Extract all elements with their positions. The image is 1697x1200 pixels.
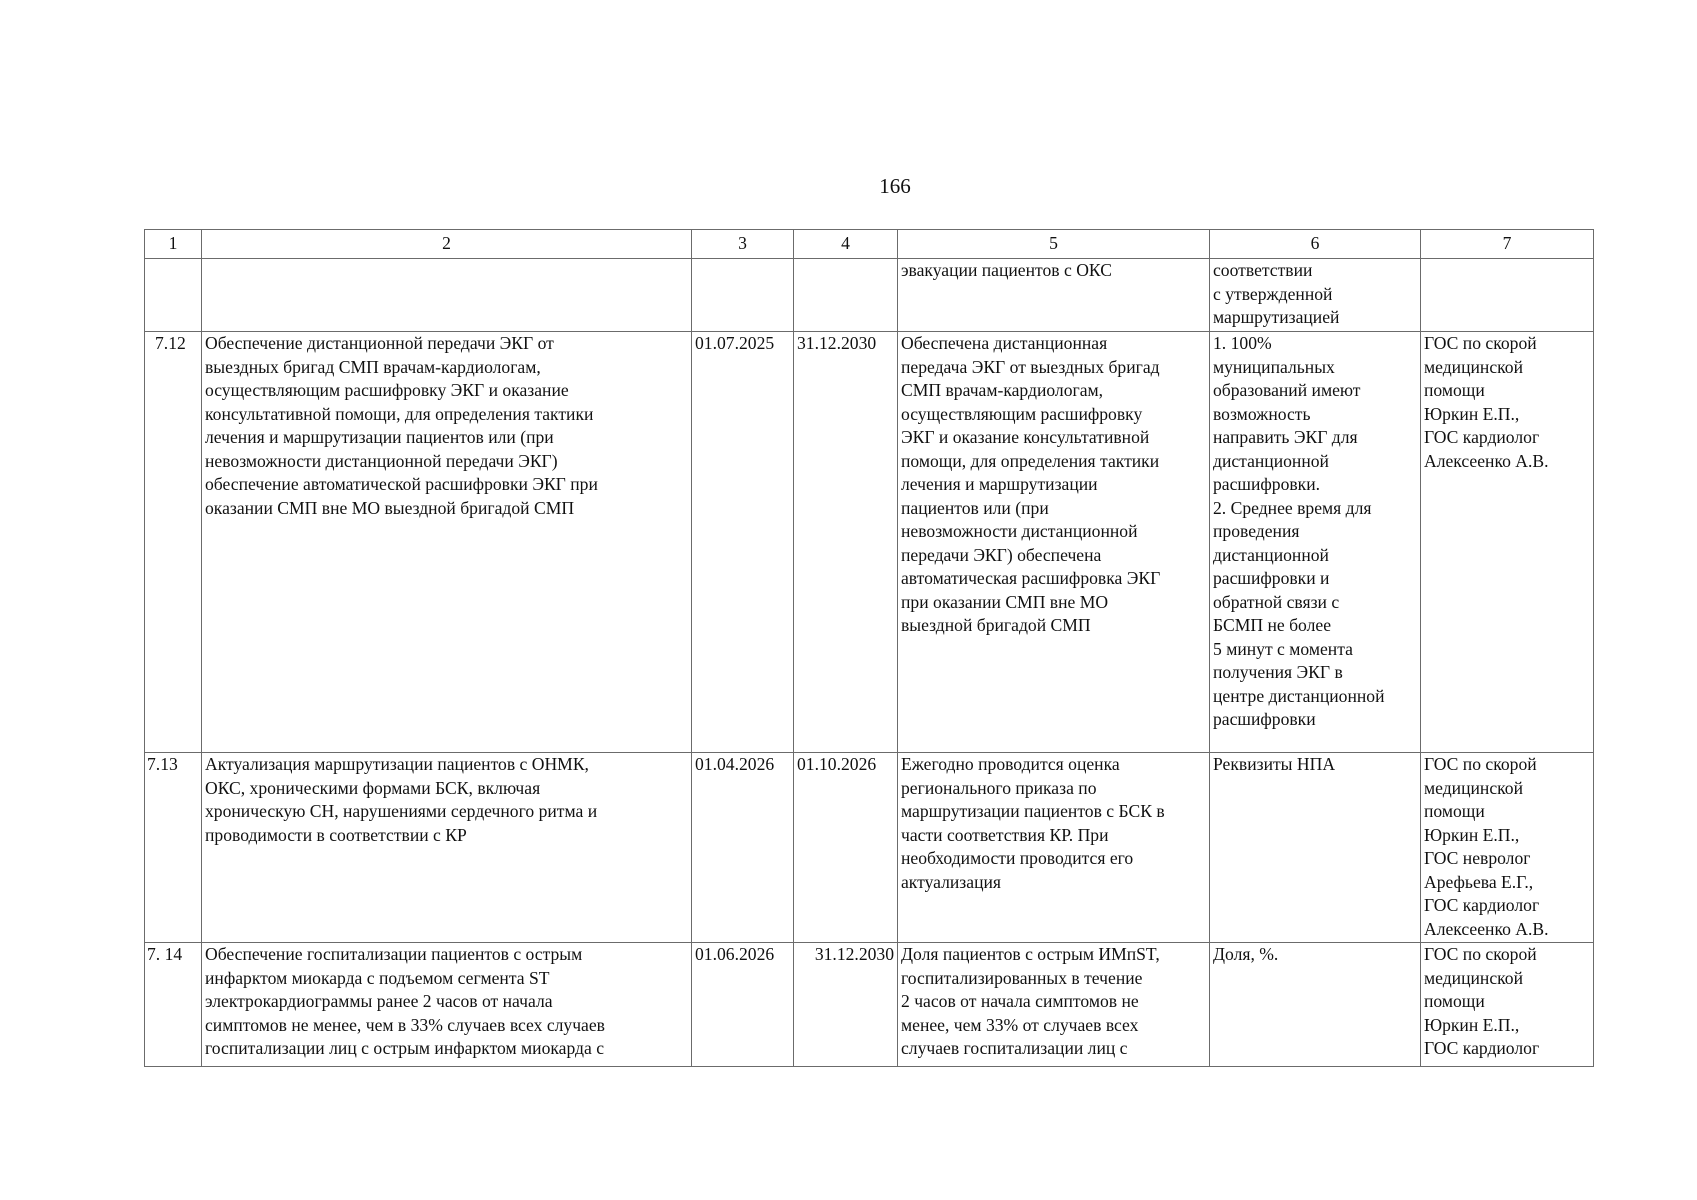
result-cell: Ежегодно проводится оценка регионального приказа по маршрутизации пациентов с БСК в части соответствия КР. При необходимости проводится его актуализация	[898, 753, 1210, 943]
indicator-cell: 1. 100% муниципальных образований имеют возможность направить ЭКГ для дистанционной расшифровки. 2. Среднее время для проведения дистанционной расшифровки и обратной связи с БСМП не более 5 минут с момента получения ЭКГ в центре дистанционной расшифровки	[1210, 332, 1421, 753]
column-header: 7	[1421, 230, 1594, 259]
responsible-cell: ГОС по скорой медицинской помощи Юркин Е.П., ГОС невролог Арефьева Е.Г., ГОС кардиолог Алексеенко А.В.	[1421, 753, 1594, 943]
result-cell: Обеспечена дистанционная передача ЭКГ от выездных бригад СМП врачам-кардиологам, осуществляющим расшифровку ЭКГ и оказание консультативной помощи, для определения тактики лечения и маршрутизации пациентов или (при невозможности дистанционной передачи ЭКГ) обеспечена автоматическая расшифровка ЭКГ при оказании СМП вне МО выездной бригадой СМП	[898, 332, 1210, 753]
table-row	[145, 753, 1594, 943]
indicator-cell: Реквизиты НПА	[1210, 753, 1421, 943]
row-number-cell: 7. 14	[145, 943, 202, 1067]
table-row	[145, 332, 1594, 753]
start-date-cell: 01.04.2026	[692, 753, 794, 943]
column-header: 6	[1210, 230, 1421, 259]
event-cell: Актуализация маршрутизации пациентов с ОНМК, ОКС, хроническими формами БСК, включая хроническую СН, нарушениями сердечного ритма и проводимости в соответствии с КР	[202, 753, 692, 943]
end-date-cell: 31.12.2030	[794, 332, 898, 753]
column-header: 1	[145, 230, 202, 259]
event-cell: Обеспечение дистанционной передачи ЭКГ от выездных бригад СМП врачам-кардиологам, осуществляющим расшифровку ЭКГ и оказание консультативной помощи, для определения тактики лечения и маршрутизации пациентов или (при невозможности дистанционной передачи ЭКГ) обеспечение автоматической расшифровки ЭКГ при оказании СМП вне МО выездной бригадой СМП	[202, 332, 692, 753]
table-row	[145, 259, 1594, 332]
end-date-cell	[794, 259, 898, 332]
end-date-cell: 31.12.2030	[794, 943, 898, 1067]
indicator-cell: Доля, %.	[1210, 943, 1421, 1067]
event-cell	[202, 259, 692, 332]
table-row	[145, 943, 1594, 1067]
column-header: 4	[794, 230, 898, 259]
start-date-cell: 01.07.2025	[692, 332, 794, 753]
row-number-cell: 7.12	[145, 332, 202, 753]
end-date-cell: 01.10.2026	[794, 753, 898, 943]
column-header: 2	[202, 230, 692, 259]
plan-table	[144, 229, 1594, 1067]
column-header: 3	[692, 230, 794, 259]
header-row	[145, 230, 1594, 259]
responsible-cell: ГОС по скорой медицинской помощи Юркин Е.П., ГОС кардиолог Алексеенко А.В.	[1421, 332, 1594, 753]
indicator-cell: соответствии с утвержденной маршрутизацией	[1210, 259, 1421, 332]
responsible-cell	[1421, 259, 1594, 332]
start-date-cell: 01.06.2026	[692, 943, 794, 1067]
responsible-cell: ГОС по скорой медицинской помощи Юркин Е.П., ГОС кардиолог	[1421, 943, 1594, 1067]
column-header: 5	[898, 230, 1210, 259]
result-cell: Доля пациентов с острым ИМпST, госпитализированных в течение 2 часов от начала симптомов не менее, чем 33% от случаев всех случаев госпитализации лиц с	[898, 943, 1210, 1067]
page-number: 166	[879, 174, 911, 198]
row-number-cell: 7.13	[145, 753, 202, 943]
result-cell: эвакуации пациентов с ОКС	[898, 259, 1210, 332]
event-cell: Обеспечение госпитализации пациентов с острым инфарктом миокарда с подъемом сегмента ST электрокардиограммы ранее 2 часов от начала симптомов не менее, чем в 33% случаев всех случаев госпитализации лиц с острым инфарктом миокарда с	[202, 943, 692, 1067]
start-date-cell	[692, 259, 794, 332]
row-number-cell	[145, 259, 202, 332]
